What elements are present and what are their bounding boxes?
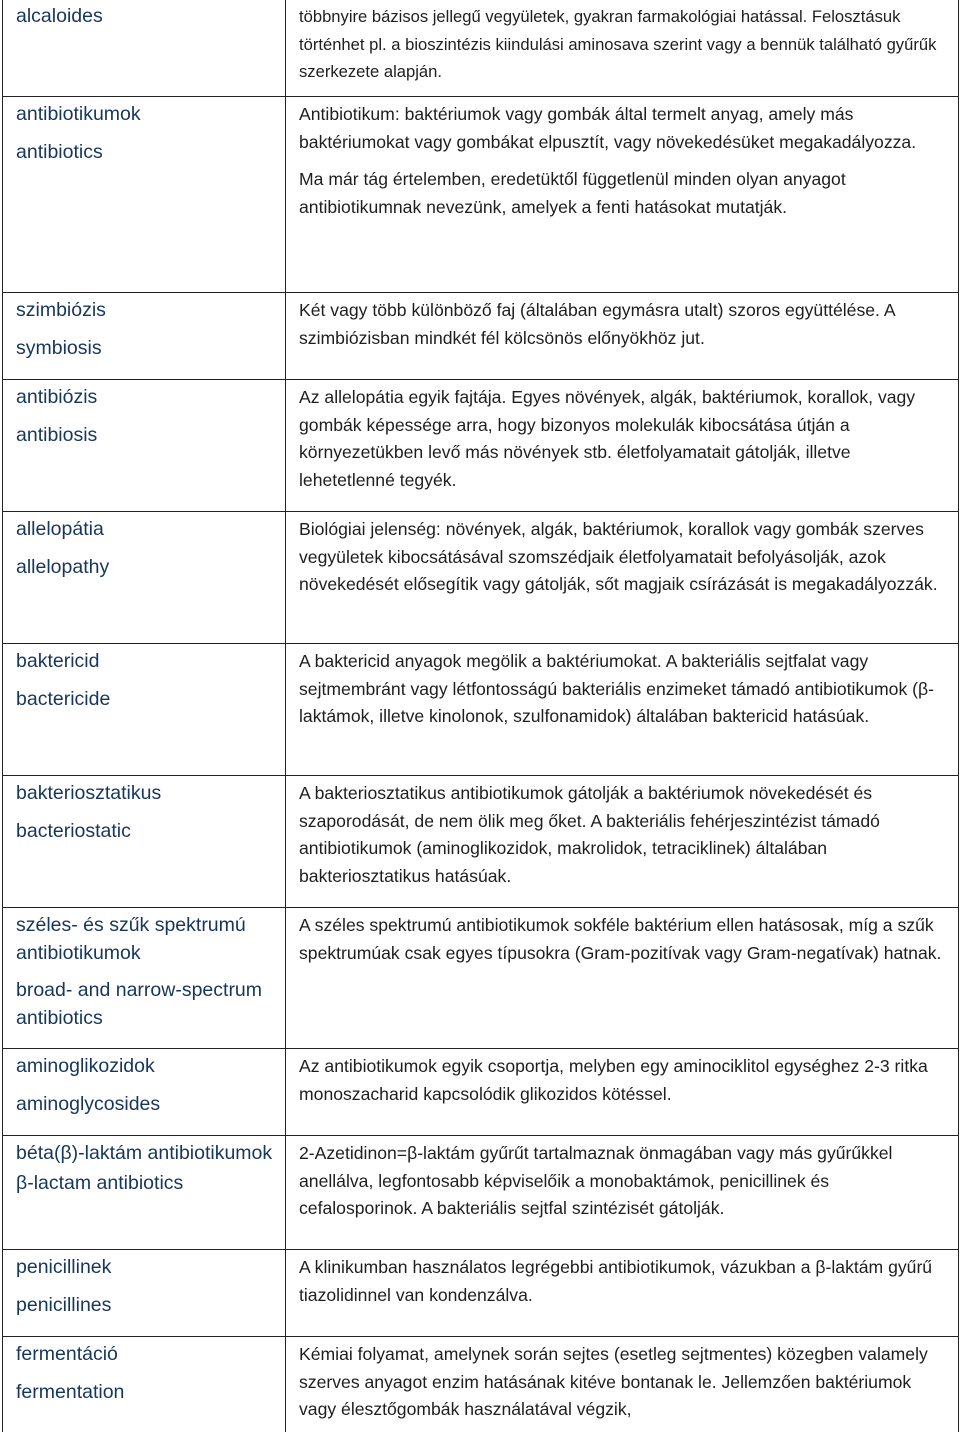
term-english: β-lactam antibiotics xyxy=(16,1171,184,1194)
definition-cell xyxy=(286,97,959,293)
glossary-row xyxy=(3,644,959,776)
term-cell xyxy=(3,1136,286,1250)
term-hungarian: béta(β)-laktám antibiotikumok xyxy=(16,1142,273,1164)
term-cell xyxy=(3,0,286,97)
glossary-row xyxy=(3,293,959,380)
definition-cell xyxy=(286,1250,959,1337)
term-english: antibiosis xyxy=(16,423,98,446)
term-english: bacteriostatic xyxy=(16,819,131,842)
definition-text: Kémiai folyamat, amelynek során sejtes (esetleg sejtmentes) közegben valamely szerves anyagot enzim hatásának kitéve bontanak le. Jellemzően baktériumok vagy élesztőgombák használatával végzik, xyxy=(299,1344,928,1419)
glossary-row xyxy=(3,776,959,908)
definition-text: Két vagy több különböző faj (általában egymásra utalt) szoros együttélése. A szimbiózisban mindkét fél kölcsönös előnyökhöz jut. xyxy=(299,300,895,348)
glossary-row xyxy=(3,512,959,644)
term-hungarian: allelopátia xyxy=(16,518,104,540)
term-english: fermentation xyxy=(16,1380,125,1403)
term-cell xyxy=(3,644,286,776)
glossary-row xyxy=(3,1049,959,1136)
glossary-row xyxy=(3,908,959,1049)
term-english: allelopathy xyxy=(16,555,110,578)
glossary-row xyxy=(3,1337,959,1432)
glossary-row xyxy=(3,1250,959,1337)
term-hungarian: fermentáció xyxy=(16,1343,118,1365)
definition-cell xyxy=(286,1049,959,1136)
definition-cell xyxy=(286,512,959,644)
definition-cell xyxy=(286,1337,959,1432)
term-english: penicillines xyxy=(16,1293,112,1316)
glossary-row xyxy=(3,0,959,97)
definition-text: A széles spektrumú antibiotikumok sokféle baktérium ellen hatásosak, míg a szűk spektrumúak csak egyes típusokra (Gram-pozitívak vagy Gram-negatívak) hatnak. xyxy=(299,915,942,963)
definition-text: Az allelopátia egyik fajtája. Egyes növények, algák, baktériumok, korallok, vagy gombák képessége arra, hogy bizonyos molekulák kibocsátása útján a környezetükben levő más növények stb. életfolyamatait gátolják, illetve lehetetlenné tegyék. xyxy=(299,387,916,490)
term-cell xyxy=(3,1250,286,1337)
definition-text: Az antibiotikumok egyik csoportja, melyben egy aminociklitol egységhez 2-3 ritka monoszacharid kapcsolódik glikozidos kötéssel. xyxy=(299,1056,928,1104)
definition-cell xyxy=(286,908,959,1049)
definition-text: 2-Azetidinon=β-laktám gyűrűt tartalmaznak önmagában vagy más gyűrűkkel anellálva, legfontosabb képviselőik a monobaktámok, penicillinek és cefalosporinok. A bakteriális sejtfal szintézisét gátolják. xyxy=(299,1143,893,1218)
definition-text: A baktericid anyagok megölik a baktériumokat. A bakteriális sejtfalat vagy sejtmembránt vagy létfontosságú bakteriális enzimeket támadó antibiotikumok (β-laktámok, illetve kinolonok, szulfonamidok) általában baktericid hatásúak. xyxy=(299,651,934,726)
term-english: broad- and narrow-spectrum antibiotics xyxy=(16,979,263,1029)
definition-cell xyxy=(286,644,959,776)
term-hungarian: aminoglikozidok xyxy=(16,1055,155,1077)
glossary-table xyxy=(2,0,959,1432)
glossary-row xyxy=(3,380,959,512)
term-english: antibiotics xyxy=(16,140,103,163)
term-hungarian: széles- és szűk spektrumú antibiotikumok xyxy=(16,914,246,964)
term-cell xyxy=(3,512,286,644)
definition-cell xyxy=(286,293,959,380)
definition-cell xyxy=(286,0,959,97)
term-hungarian: bakteriosztatikus xyxy=(16,782,162,804)
term-cell xyxy=(3,97,286,293)
term-hungarian: antibiotikumok xyxy=(16,103,141,125)
term-hungarian: penicillinek xyxy=(16,1256,112,1278)
term-cell xyxy=(3,776,286,908)
glossary-row xyxy=(3,1136,959,1250)
term-english: bactericide xyxy=(16,687,111,710)
definition-cell xyxy=(286,380,959,512)
term-hungarian: szimbiózis xyxy=(16,299,106,321)
term-hungarian: antibiózis xyxy=(16,386,98,408)
term-cell xyxy=(3,908,286,1049)
definition-text: Antibiotikum: baktériumok vagy gombák által termelt anyag, amely más baktériumokat vagy gombákat elpusztít, vagy növekedésüket megakadályozza. xyxy=(299,104,917,152)
glossary-row xyxy=(3,97,959,293)
term-cell xyxy=(3,380,286,512)
definition-text: A klinikumban használatos legrégebbi antibiotikumok, vázukban a β-laktám gyűrű tiazolidinnel van kondenzálva. xyxy=(299,1257,933,1305)
term-cell xyxy=(3,1049,286,1136)
term-english: aminoglycosides xyxy=(16,1092,161,1115)
definition-text: többnyire bázisos jellegű vegyületek, gyakran farmakológiai hatással. Felosztásuk történhet pl. a bioszintézis kiindulási aminosava szerint vagy a bennük található gyűrűk szerkezete alapján. xyxy=(299,7,937,81)
definition-cell xyxy=(286,1136,959,1250)
term-cell xyxy=(3,1337,286,1432)
term-hungarian: alcaloides xyxy=(16,5,103,27)
term-cell xyxy=(3,293,286,380)
definition-cell xyxy=(286,776,959,908)
term-hungarian: baktericid xyxy=(16,650,100,672)
definition-text: Ma már tág értelemben, eredetüktől függetlenül minden olyan anyagot antibiotikumnak nevezünk, amelyek a fenti hatásokat mutatják. xyxy=(299,169,846,217)
definition-text: A bakteriosztatikus antibiotikumok gátolják a baktériumok növekedését és szaporodását, de nem ölik meg őket. A bakteriális fehérjeszintézist támadó antibiotikumok (aminoglikozidok, makrolidok, tetraciklinek) általában bakteriosztatikus hatásúak. xyxy=(299,783,880,886)
definition-text: Biológiai jelenség: növények, algák, baktériumok, korallok vagy gombák szerves vegyületek kibocsátásával szomszédjaik életfolyamatait befolyásolják, azok növekedését elősegítik vagy gátolják, sőt magjaik csírázását is megakadályozzák. xyxy=(299,519,938,594)
term-english: symbiosis xyxy=(16,336,102,359)
